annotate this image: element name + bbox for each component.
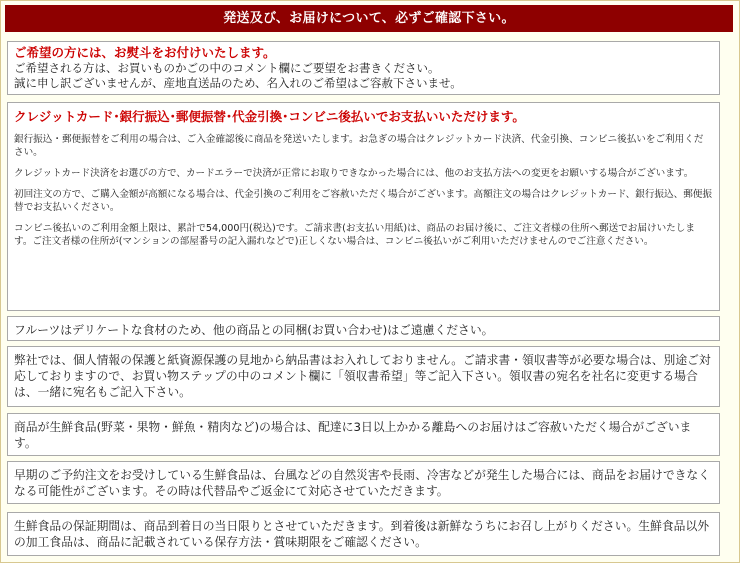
payment-paragraph: 銀行振込・郵便振替をご利用の場合は、ご入金確認後に商品を発送いたします。お急ぎの場合はクレジットカード決済、代金引換、コンビニ後払いをご利用ください。 [14,134,704,158]
payment-paragraph: 初回注文の方で、ご購入金額が高額になる場合は、代金引換のご利用をご容赦いただく場合がございます。高額注文の場合はクレジットカード、銀行振込、郵便振替でお支払いください。 [14,189,712,213]
fresh-island-notice [7,413,720,456]
preorder-text: 早期のご予約注文をお受けしている生鮮食品は、台風などの自然災害や長雨、冷害などが発生した場合には、商品をお届けできなくなる可能性がございます。その時は代替品やご返金にて対応させていただきます。 [14,468,711,498]
receipt-notice [7,346,720,407]
guarantee-text: 生鮮食品の保証期間は、商品到着日の当日限りとさせていただきます。到着後は新鮮なうちにお召し上がりください。生鮮食品以外の加工食品は、商品に記載されている保存方法・賞味期限をご確認ください。 [14,519,710,549]
page-title: 発送及び、お届けについて、必ずご確認下さい。 [5,5,733,32]
fruit-text: フルーツはデリケートな食材のため、他の商品との同梱(お買い合わせ)はご遠慮ください。 [14,323,494,337]
guarantee-notice [7,512,720,556]
payment-paragraph: コンビニ後払いのご利用金額上限は、累計で54,000円(税込)です。ご請求書(お支払い用紙)は、商品のお届け後に、ご注文者様の住所へ郵送でお届けいたします。ご注文者様の住所が(マンションの部屋番号の記入漏れなどで)正しくない場合は、コンビニ後払いがご利用いただけませんのでご注意ください。 [14,223,695,247]
noshi-notice [7,41,720,95]
payment-paragraph: クレジットカード決済をお選びの方で、カードエラーで決済が正常にお取りできなかった場合には、他のお支払方法への変更をお願いする場合がございます。 [14,168,694,179]
preorder-notice [7,461,720,504]
fruit-notice [7,316,720,341]
noshi-line: ご希望される方は、お買いものかごの中のコメント欄にご要望をお書きください。 [14,61,440,75]
noshi-title: ご希望の方には、お熨斗をお付けいたします。 [14,45,276,60]
fresh-island-text: 商品が生鮮食品(野菜・果物・鮮魚・精肉など)の場合は、配達に3日以上かかる離島へのお届けはご容赦いただく場合がございます。 [14,420,692,450]
payment-title: クレジットカード･銀行振込･郵便振替･代金引換･コンビニ後払いでお支払いいただけます。 [14,109,525,124]
receipt-text: 弊社では、個人情報の保護と紙資源保護の見地から納品書はお入れしておりません。ご請求書・領収書等が必要な場合は、別途ご対応しておりますので、お買い物ステップの中のコメント欄に「領収書希望」等ご記入下さい。領収書の宛名を社名に変更する場合は、一緒に宛名もご記入下さい。 [14,353,711,399]
payment-notice [7,102,720,311]
noshi-line: 誠に申し訳ございませんが、産地直送品のため、名入れのご希望はご容赦下さいませ。 [14,76,462,90]
